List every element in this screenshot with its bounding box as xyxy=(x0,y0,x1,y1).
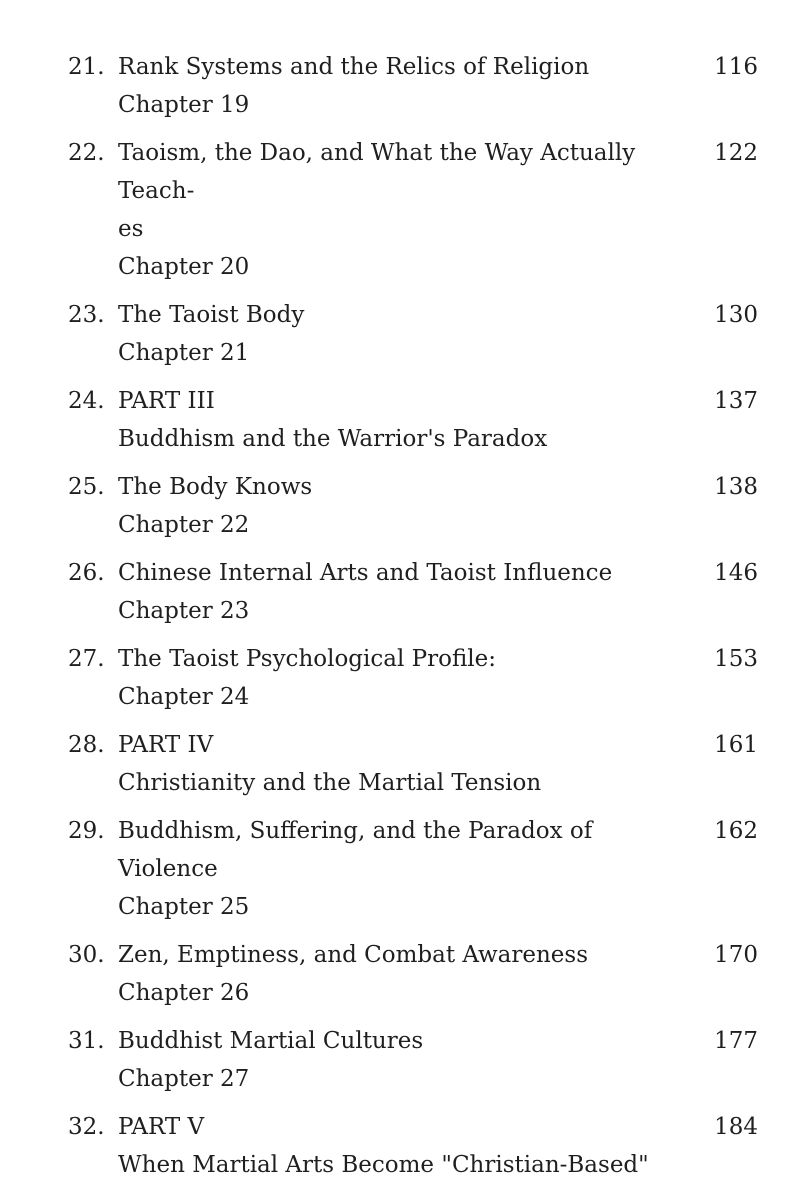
entry-page-number: 116 xyxy=(714,54,758,80)
entry-text xyxy=(118,936,678,1012)
toc-entry[interactable] xyxy=(68,382,758,458)
entry-text xyxy=(118,554,678,630)
entry-text xyxy=(118,48,678,124)
toc-entry[interactable] xyxy=(68,468,758,544)
toc-entry[interactable] xyxy=(68,48,758,124)
entry-number: 21. xyxy=(68,54,105,80)
entry-title: PART IV xyxy=(118,732,214,758)
toc-entry[interactable] xyxy=(68,134,758,286)
entry-title: Buddhism, Suffering, and the Paradox of Violence xyxy=(118,818,593,882)
toc-entry[interactable] xyxy=(68,554,758,630)
entry-title: Chinese Internal Arts and Taoist Influence xyxy=(118,560,613,586)
entry-text xyxy=(118,468,678,544)
entry-subtitle: Buddhism and the Warrior's Paradox xyxy=(118,426,548,452)
entry-subtitle: Chapter 25 xyxy=(118,894,250,920)
entry-text xyxy=(118,134,678,286)
toc-entry[interactable] xyxy=(68,1022,758,1098)
entry-title: Zen, Emptiness, and Combat Awareness xyxy=(118,942,589,968)
entry-subtitle: Chapter 24 xyxy=(118,684,250,710)
entry-title: Buddhist Martial Cultures xyxy=(118,1028,424,1054)
entry-number: 27. xyxy=(68,646,105,672)
entry-title: The Taoist Body xyxy=(118,302,305,328)
entry-text xyxy=(118,296,678,372)
entry-number: 22. xyxy=(68,140,105,166)
entry-number: 29. xyxy=(68,818,105,844)
entry-page-number: 137 xyxy=(714,388,758,414)
entry-subtitle: Chapter 19 xyxy=(118,92,250,118)
entry-title-continued: es xyxy=(118,216,144,242)
entry-text xyxy=(118,1022,678,1098)
toc-entry[interactable] xyxy=(68,296,758,372)
entry-subtitle: Christianity and the Martial Tension xyxy=(118,770,542,796)
table-of-contents xyxy=(68,48,758,1194)
toc-entry[interactable] xyxy=(68,640,758,716)
entry-page-number: 122 xyxy=(714,140,758,166)
entry-title: PART V xyxy=(118,1114,205,1140)
entry-text xyxy=(118,812,678,926)
entry-page-number: 146 xyxy=(714,560,758,586)
entry-page-number: 161 xyxy=(714,732,758,758)
toc-entry[interactable] xyxy=(68,812,758,926)
entry-subtitle: Chapter 22 xyxy=(118,512,250,538)
entry-subtitle: Chapter 26 xyxy=(118,980,250,1006)
entry-number: 32. xyxy=(68,1114,105,1140)
toc-entry[interactable] xyxy=(68,1108,758,1184)
entry-subtitle: Chapter 27 xyxy=(118,1066,250,1092)
entry-title: Rank Systems and the Relics of Religion xyxy=(118,54,590,80)
entry-page-number: 170 xyxy=(714,942,758,968)
entry-page-number: 130 xyxy=(714,302,758,328)
entry-number: 23. xyxy=(68,302,105,328)
entry-title: The Body Knows xyxy=(118,474,313,500)
entry-subtitle: When Martial Arts Become "Christian-Based" xyxy=(118,1152,649,1178)
entry-page-number: 153 xyxy=(714,646,758,672)
entry-page-number: 184 xyxy=(714,1114,758,1140)
entry-number: 25. xyxy=(68,474,105,500)
entry-subtitle: Chapter 21 xyxy=(118,340,250,366)
entry-number: 30. xyxy=(68,942,105,968)
toc-entry[interactable] xyxy=(68,936,758,1012)
entry-text xyxy=(118,382,678,458)
entry-title: Taoism, the Dao, and What the Way Actually Teach- xyxy=(118,140,636,204)
entry-page-number: 162 xyxy=(714,818,758,844)
entry-text xyxy=(118,1108,678,1184)
entry-number: 31. xyxy=(68,1028,105,1054)
entry-text xyxy=(118,726,678,802)
entry-text xyxy=(118,640,678,716)
entry-number: 26. xyxy=(68,560,105,586)
entry-number: 28. xyxy=(68,732,105,758)
entry-title: The Taoist Psychological Profile: xyxy=(118,646,497,672)
toc-entry[interactable] xyxy=(68,726,758,802)
entry-subtitle: Chapter 23 xyxy=(118,598,250,624)
entry-number: 24. xyxy=(68,388,105,414)
entry-page-number: 138 xyxy=(714,474,758,500)
entry-title: PART III xyxy=(118,388,215,414)
entry-subtitle: Chapter 20 xyxy=(118,254,250,280)
entry-page-number: 177 xyxy=(714,1028,758,1054)
